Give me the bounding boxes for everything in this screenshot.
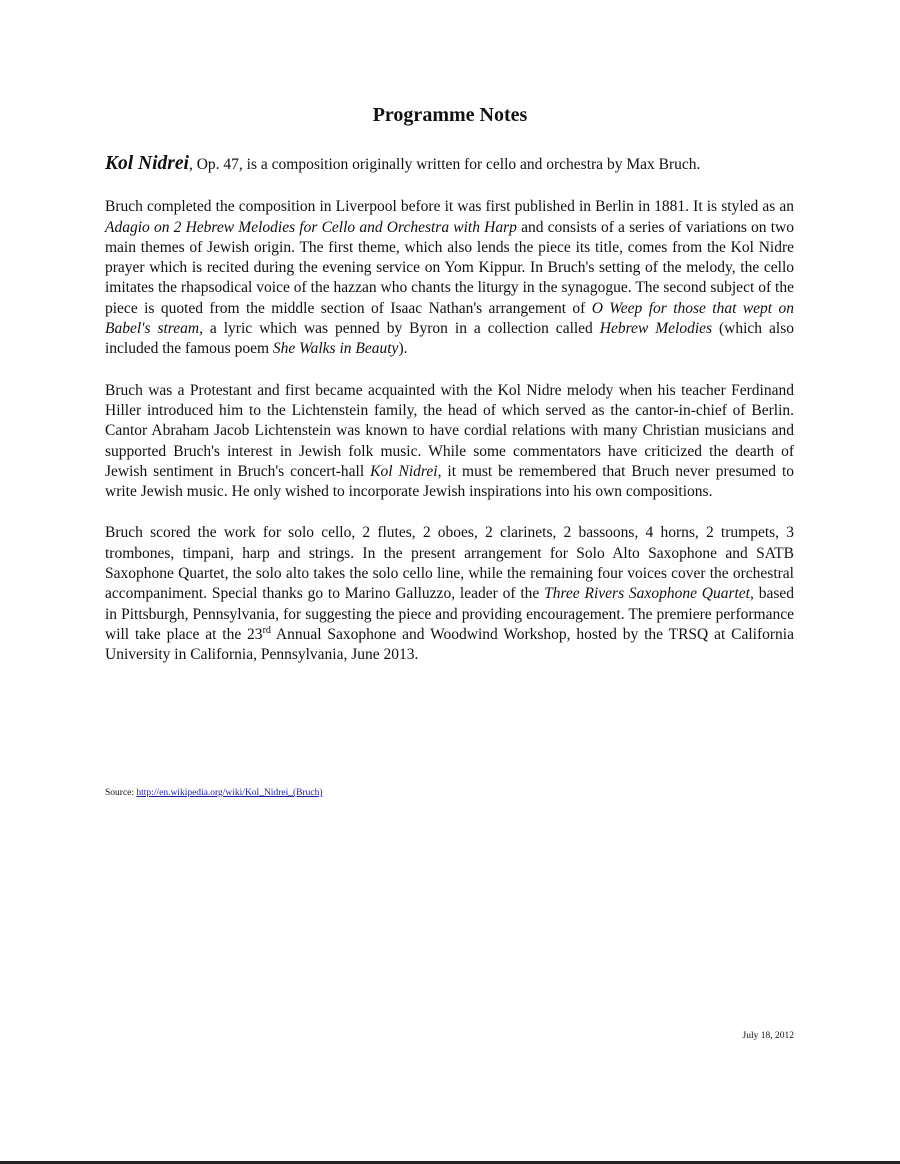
paragraph-text: ).: [398, 340, 408, 358]
paragraph-text: Annual Saxophone and Woodwind Workshop, hosted by the TRSQ at California University in California, Pennsylvania, June 2013.: [105, 625, 794, 664]
intro-paragraph: [105, 154, 794, 175]
italic-title: She Walks in Beauty: [272, 340, 399, 358]
italic-title: O Weep for those that wept on Babel's stream: [105, 299, 794, 338]
paragraph-background: [105, 381, 794, 503]
italic-title: Hebrew Melodies: [599, 320, 713, 338]
paragraph-text: , a lyric which was penned by Byron in a collection called: [199, 320, 600, 338]
document-body: [105, 154, 794, 687]
intro-text: , Op. 47, is a composition originally written for cello and orchestra by Max Bruch.: [188, 156, 701, 173]
source-label: Source:: [105, 788, 137, 798]
paragraph-text: Bruch scored the work for solo cello, 2 flutes, 2 oboes, 2 clarinets, 2 bassoons, 4 horns, 2 trumpets, 3 trombones, timpani, harp and strings. In the present arrangement for Solo Alto Saxophone and SATB Saxophone Quartet, the solo alto takes the solo cello line, while the remaining four voices cover the orchestral accompaniment. Special thanks go to Marino Galluzzo, leader of the: [105, 524, 794, 603]
page-title: Programme Notes: [372, 104, 528, 126]
ordinal-suffix: rd: [262, 624, 271, 636]
paragraph-text: (which also included the famous poem: [105, 320, 794, 358]
paragraph-text: , it must be remembered that Bruch never presumed to write Jewish music. He only wished to incorporate Jewish inspirations into his own compositions.: [105, 462, 795, 501]
document-date: July 18, 2012: [742, 1031, 794, 1041]
paragraph-history: [105, 197, 794, 359]
italic-title: Three Rivers Saxophone Quartet,: [544, 585, 754, 603]
paragraph-text: and consists of a series of variations on two main themes of Jewish origin. The first theme, which also lends the piece its title, comes from the Kol Nidre prayer which is recited during the evening service on Yom Kippur. In Bruch's setting of the melody, the cello imitates the rhapsodical voice of the hazzan who chants the liturgy in the synagogue. The second subject of the piece is quoted from the middle section of Isaac Nathan's arrangement of: [105, 218, 794, 317]
paragraph-text: Bruch completed the composition in Liverpool before it was first published in Berlin in 1881. It is styled as an: [105, 198, 794, 216]
paragraph-arrangement: [105, 523, 794, 665]
paragraph-text: Bruch was a Protestant and first became acquainted with the Kol Nidre melody when his teacher Ferdinand Hiller introduced him to the Lichtenstein family, the head of which served as the cantor-in-chief of Berlin. Cantor Abraham Jacob Lichtenstein was known to have cordial relations with many Christian musicians and supported Bruch's interest in Jewish folk music. While some commentators have criticized the dearth of Jewish sentiment in Bruch's concert-hall: [105, 381, 794, 480]
source-citation: [105, 788, 323, 798]
work-title: Kol Nidrei: [105, 153, 189, 174]
italic-title: Adagio on 2 Hebrew Melodies for Cello and Orchestra with Harp: [105, 218, 517, 236]
italic-title: Kol Nidrei: [370, 462, 438, 480]
paragraph-text: based in Pittsburgh, Pennsylvania, for suggesting the piece and providing encouragement. The premiere performance will take place at the 23: [105, 585, 794, 643]
source-link[interactable]: http://en.wikipedia.org/wiki/Kol_Nidrei_(Bruch): [136, 788, 323, 798]
